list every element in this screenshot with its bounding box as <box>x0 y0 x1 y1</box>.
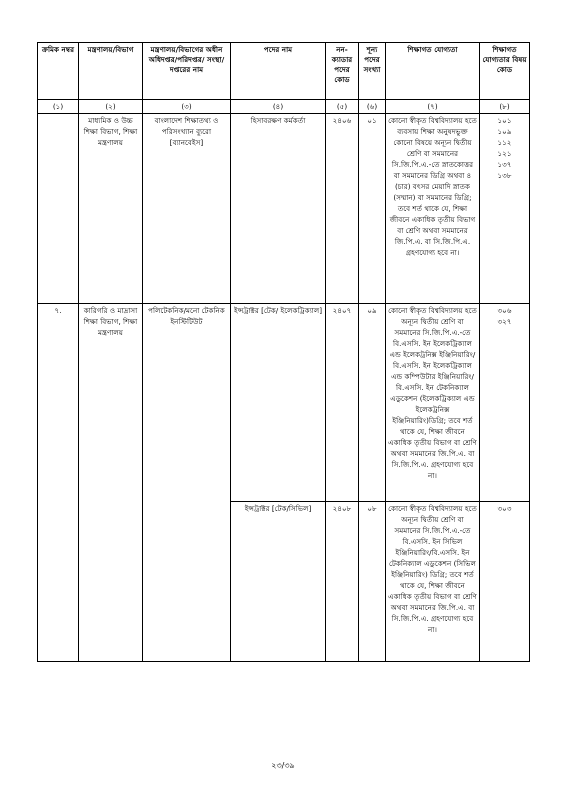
column-number: (৫) <box>326 100 359 114</box>
vacancy-cell: ০৮ <box>359 502 386 662</box>
column-number: (৩) <box>143 100 231 114</box>
subject-code: ১০১ <box>497 116 512 125</box>
page-number: ২৩/৩৯ <box>271 761 295 770</box>
subject-code: ১১২ <box>497 138 512 147</box>
subject-code: ৩২৭ <box>497 317 512 326</box>
office-cell: পলিটেকনিক/মনো টেকনিক ইনস্টিটিউট <box>143 304 231 662</box>
post-cell: হিসাবরক্ষণ কর্মকর্তা <box>231 114 326 304</box>
code-cell: ২৪০৭ <box>326 304 359 502</box>
code-cell: ২৪০৮ <box>326 502 359 662</box>
serial-cell <box>38 114 79 304</box>
column-number: (৭) <box>386 100 480 114</box>
column-number: (৬) <box>359 100 386 114</box>
qualification-cell: কোনো স্বীকৃত বিশ্ববিদ্যালয় হতে অন্যূন দ্বিতীয় শ্রেণি বা সমমানের সি.জি.পি.এ.-তে বি.এসসি. ইন ইলেকট্রিক্যাল এন্ড ইলেকট্রনিক্স ইঞ্জিনিয়ারিং/বি.এসসি. ইন ইলেকট্রিক্যাল এন্ড কম্পিউটার ইঞ্জিনিয়ারিং/বি.এসসি. ইন টেকনিক্যাল এডুকেশন (ইলেকট্রিক্যাল এন্ড ইলেকট্রনিক্স ইঞ্জিনিয়ারিং)ডিগ্রি; তবে শর্ত থাকে যে, শিক্ষা জীবনে একাধিক তৃতীয় বিভাগ বা শ্রেণি অথবা সমমানের জি.পি.এ. বা সি.জি.পি.এ. গ্রহণযোগ্য হবে না। <box>386 304 480 502</box>
header-qualification: শিক্ষাগত যোগ্যতা <box>386 43 480 100</box>
column-number-row <box>38 100 530 114</box>
subject-code: ১২১ <box>497 149 512 158</box>
serial-cell: ৭. <box>38 304 79 662</box>
qualification-cell: কোনো স্বীকৃত বিশ্ববিদ্যালয় হতে অন্যূন দ্বিতীয় শ্রেণি বা সমমানের সি.জি.পি.এ.-তে বি.এসসি. ইন সিভিল ইঞ্জিনিয়ারিং/বি.এসসি. ইন টেকনিক্যাল এডুকেশন (সিভিল ইঞ্জিনিয়ারিং) ডিগ্রি; তবে শর্ত থাকে যে, শিক্ষা জীবনে একাধিক তৃতীয় বিভাগ বা শ্রেণি অথবা সমমানের জি.পি.এ. বা সি.জি.পি.এ. গ্রহণযোগ্য হবে না। <box>386 502 480 662</box>
subject-code: ৩০৬ <box>497 306 512 315</box>
header-office: মন্ত্রণালয়/বিভাগের অধীন অধিদপ্তর/পরিদপ্তর/ সংস্থা/দপ্তরের নাম <box>143 43 231 100</box>
post-cell: ইন্সট্রাক্টর [টেক/সিভিল] <box>231 502 326 662</box>
header-subject-code: শিক্ষাগত যোগ্যতার বিষয় কোড <box>480 43 530 100</box>
subject-code: ১৩৮ <box>497 171 512 180</box>
vacancy-cell: ০১ <box>359 114 386 304</box>
office-cell: বাংলাদেশ শিক্ষাতথ্য ও পরিসংখ্যান ব্যুরো [ব্যানবেইস] <box>143 114 231 304</box>
subject-code: ১০৯ <box>497 127 512 136</box>
subject-code: ৩০৩ <box>497 504 512 513</box>
code-cell: ২৪০৬ <box>326 114 359 304</box>
column-number: (৪) <box>231 100 326 114</box>
table-row <box>38 114 530 304</box>
ministry-cell: মাধ্যমিক ও উচ্চ শিক্ষা বিভাগ, শিক্ষা মন্ত্রণালয় <box>79 114 143 304</box>
subject-code-cell <box>480 502 530 662</box>
vacancy-cell: ০৯ <box>359 304 386 502</box>
column-number: (২) <box>79 100 143 114</box>
ministry-cell: কারিগরি ও মাদ্রাসা শিক্ষা বিভাগ, শিক্ষা মন্ত্রণালয় <box>79 304 143 662</box>
column-number: (১) <box>38 100 79 114</box>
qualification-cell: কোনো স্বীকৃত বিশ্ববিদ্যালয় হতে ব্যবসায় শিক্ষা অনুষদভুক্ত কোনো বিষয়ে অন্যূন দ্বিতীয় শ্রেণি বা সমমানের সি.জি.পি.এ.-তে স্নাতকোত্তর বা সমমানের ডিগ্রি অথবা ৪ (চার) বৎসর মেয়াদি স্নাতক (সম্মান) বা সমমানের ডিগ্রি; তবে শর্ত থাকে যে, শিক্ষা জীবনে একাধিক তৃতীয় বিভাগ বা শ্রেণি অথবা সমমানের জি.পি.এ. বা সি.জি.পি.এ. গ্রহণযোগ্য হবে না। <box>386 114 480 304</box>
table-row <box>38 304 530 502</box>
vacancy-table <box>37 42 530 662</box>
header-code: নন-ক্যাডার পদের কোড <box>326 43 359 100</box>
header-row <box>38 43 530 100</box>
header-ministry: মন্ত্রণালয়/বিভাগ <box>79 43 143 100</box>
header-post: পদের নাম <box>231 43 326 100</box>
header-serial: ক্রমিক নম্বর <box>38 43 79 100</box>
subject-code-cell <box>480 114 530 304</box>
post-cell: ইন্সট্রাক্টর [টেক/ ইলেকট্রিক্যাল] <box>231 304 326 502</box>
subject-code-cell <box>480 304 530 502</box>
column-number: (৮) <box>480 100 530 114</box>
subject-code: ১৩৭ <box>497 160 512 169</box>
header-vacancy: শূন্য পদের সংখ্যা <box>359 43 386 100</box>
